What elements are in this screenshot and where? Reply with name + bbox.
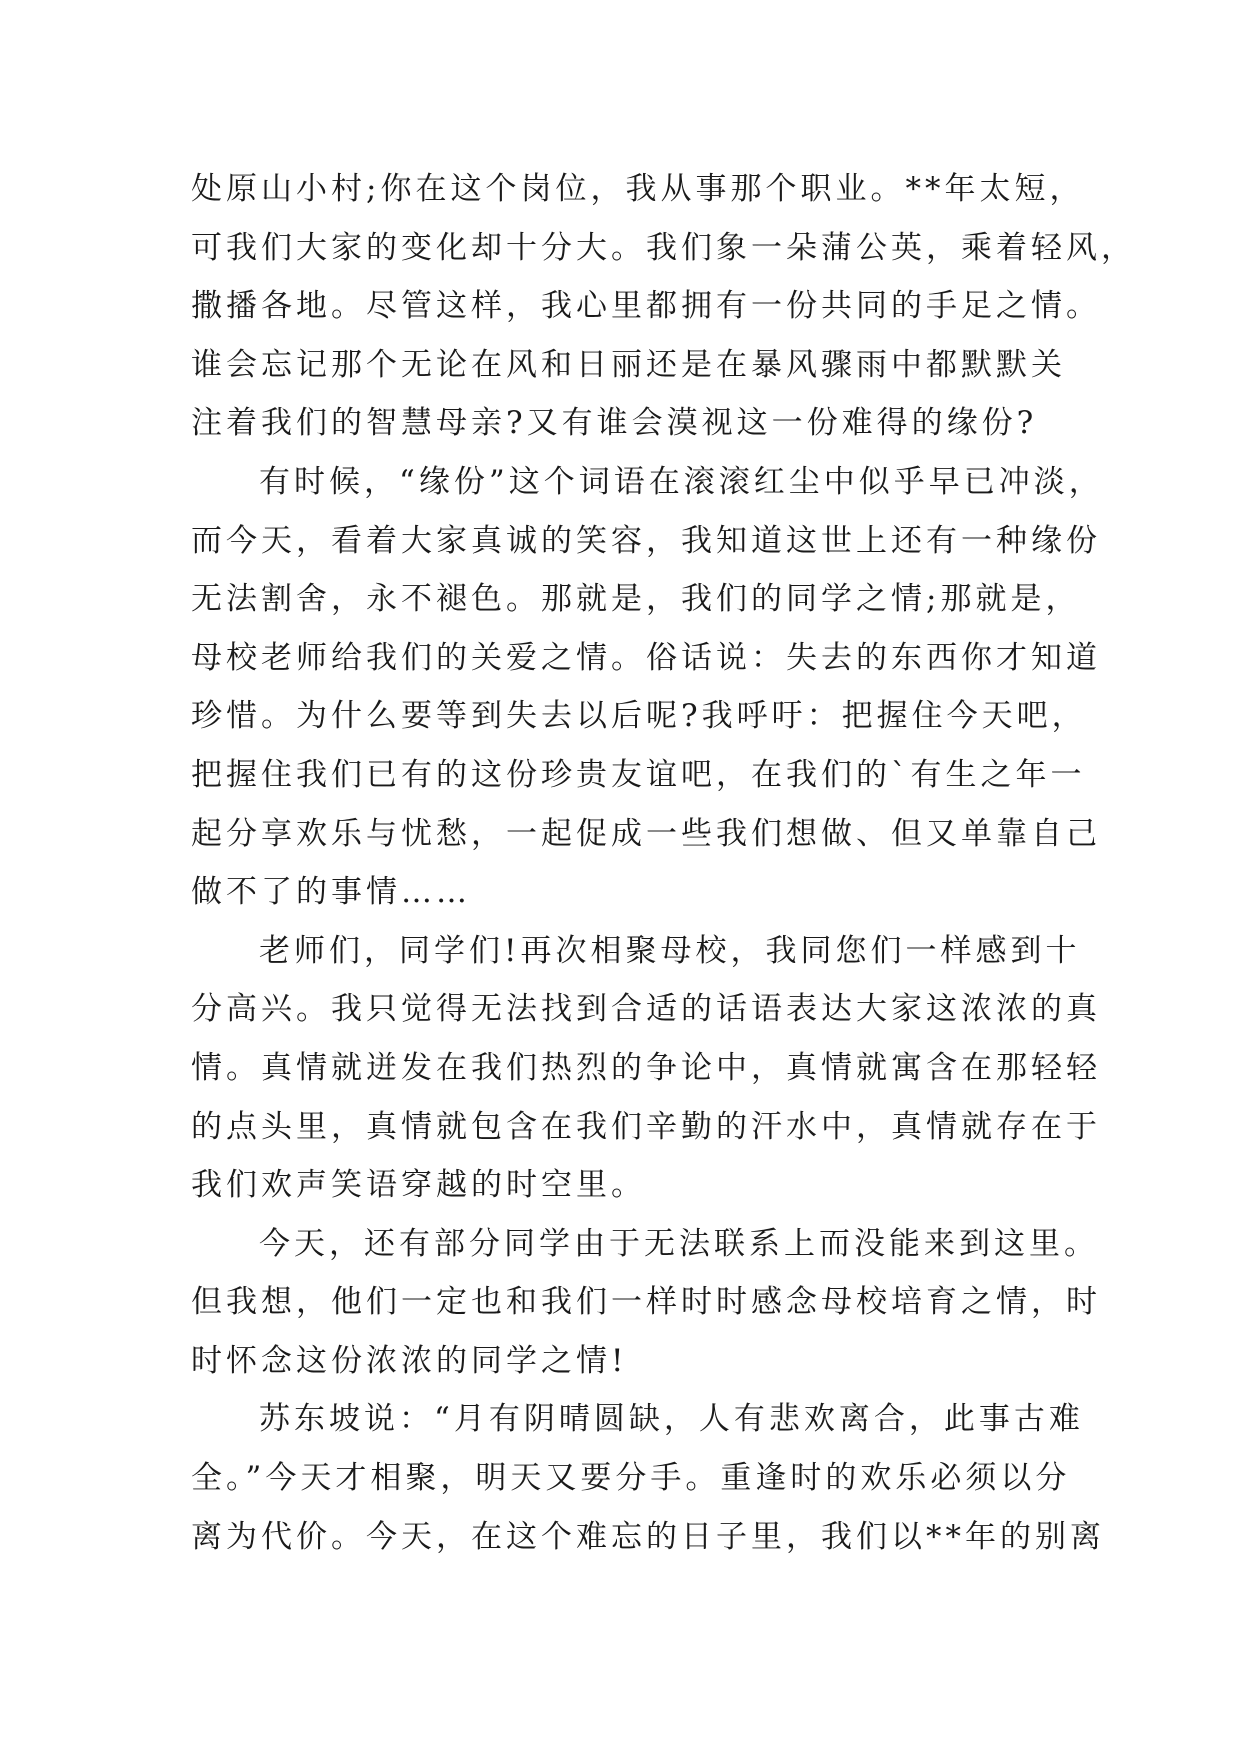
text-line: 处原山小村;你在这个岗位，我从事那个职业。**年太短， [191,171,1085,207]
document-body [191,160,1136,1566]
text-line: 分高兴。我只觉得无法找到合适的话语表达大家这浓浓的真 [191,991,1101,1028]
text-line: 做不了的事情…… [191,874,471,911]
text-line: 有时候，“缘份”这个词语在滚滚红尘中似乎早已冲淡， [259,463,1104,500]
text-line: 谁会忘记那个无论在风和日丽还是在暴风骤雨中都默默关 [191,346,1066,383]
text-line: 母校老师给我们的关爱之情。俗话说：失去的东西你才知道 [191,639,1101,676]
text-line: 时怀念这份浓浓的同学之情! [191,1342,628,1379]
text-line: 珍惜。为什么要等到失去以后呢?我呼吁：把握住今天吧， [191,698,1087,735]
text-line: 老师们，同学们!再次相聚母校，我同您们一样感到十 [259,932,1081,969]
text-line: 把握住我们已有的这份珍贵友谊吧，在我们的`有生之年一 [191,756,1086,793]
text-line: 今天，还有部分同学由于无法联系上而没能来到这里。 [259,1225,1099,1262]
text-line: 但我想，他们一定也和我们一样时时感念母校培育之情，时 [191,1284,1101,1321]
text-line: 而今天，看着大家真诚的笑容，我知道这世上还有一种缘份 [191,522,1101,559]
text-line: 的点头里，真情就包含在我们辛勤的汗水中，真情就存在于 [191,1108,1101,1145]
text-line: 我们欢声笑语穿越的时空里。 [191,1167,646,1204]
text-line: 可我们大家的变化却十分大。我们象一朵蒲公英，乘着轻风， [191,229,1136,266]
text-line: 情。真情就迸发在我们热烈的争论中，真情就寓含在那轻轻 [191,1049,1101,1086]
text-line: 无法割舍，永不褪色。那就是，我们的同学之情;那就是， [191,581,1081,618]
text-line: 起分享欢乐与忧愁，一起促成一些我们想做、但又单靠自己 [191,815,1101,852]
text-line: 全。”今天才相聚，明天又要分手。重逢时的欢乐必须以分 [191,1460,1071,1497]
text-line: 苏东坡说：“月有阴晴圆缺，人有悲欢离合，此事古难 [259,1401,1084,1438]
text-line: 撒播各地。尽管这样，我心里都拥有一份共同的手足之情。 [191,288,1101,325]
text-line: 注着我们的智慧母亲?又有谁会漠视这一份难得的缘份? [191,405,1038,442]
text-line: 离为代价。今天，在这个难忘的日子里，我们以**年的别离 [191,1518,1105,1555]
